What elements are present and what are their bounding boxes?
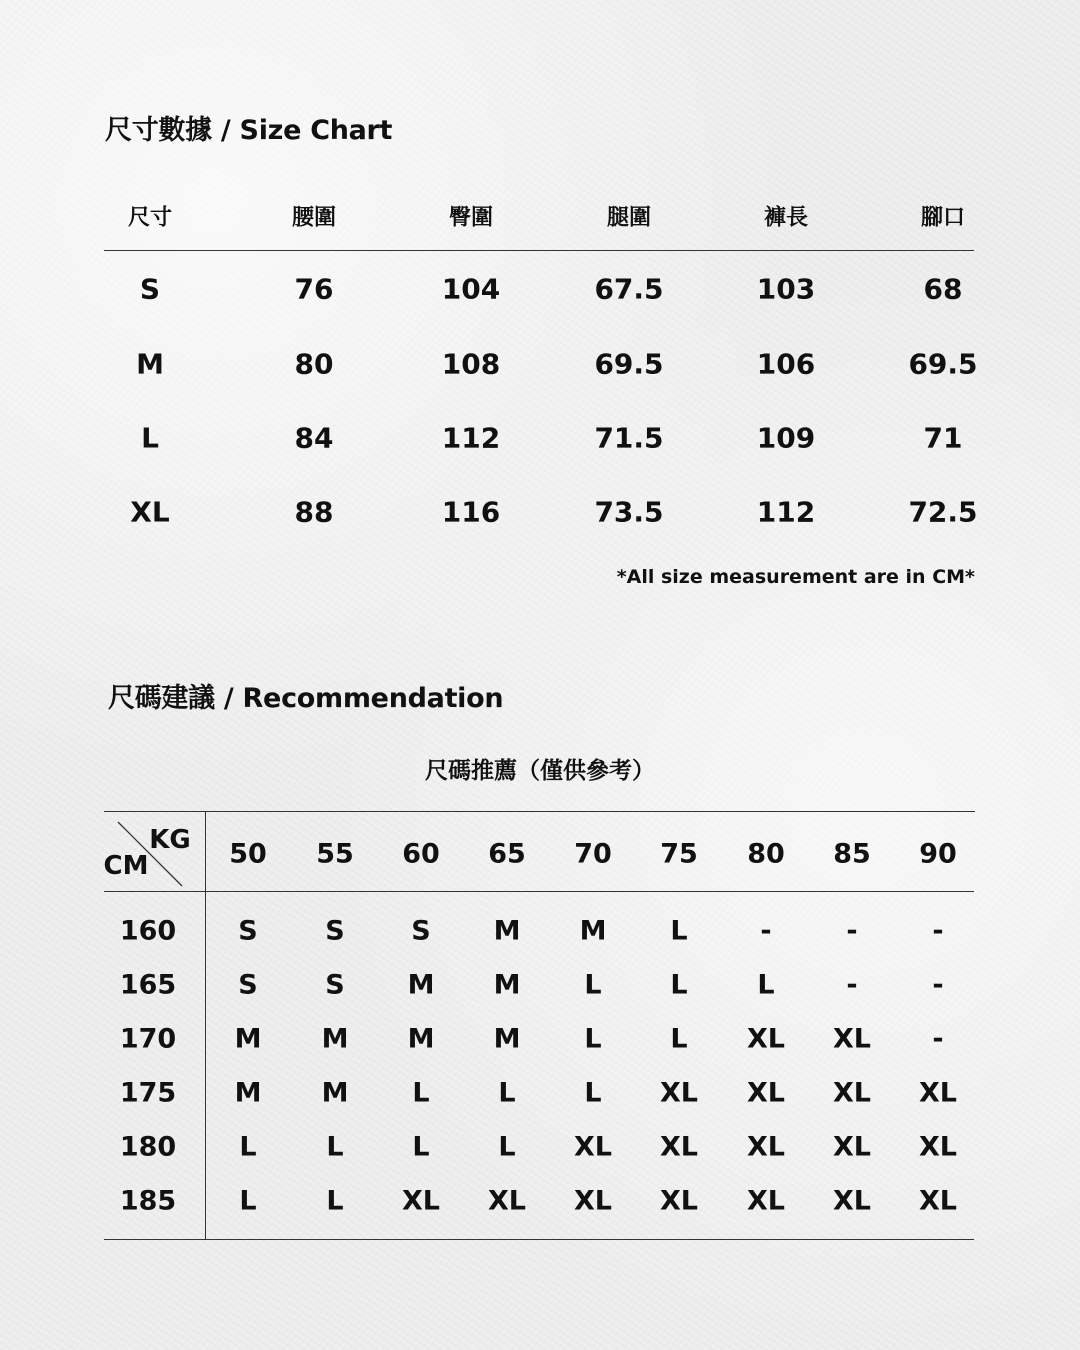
recommended-size-cell: L xyxy=(326,1185,344,1217)
recommended-size-cell: L xyxy=(757,969,775,1001)
recommended-size-cell: L xyxy=(239,1185,257,1217)
recommendation-subtitle: 尺碼推薦（僅供參考） xyxy=(425,758,655,784)
weight-header-cell: 70 xyxy=(574,838,612,870)
size-chart-cell: 80 xyxy=(294,347,334,381)
size-chart-cell: 109 xyxy=(756,421,816,455)
size-chart-cell: M xyxy=(136,347,164,381)
recommended-size-cell: S xyxy=(238,969,258,1001)
recommended-size-cell: L xyxy=(670,1023,688,1055)
size-chart-cell: 69.5 xyxy=(594,347,664,381)
recommended-size-cell: XL xyxy=(832,1131,872,1163)
recommended-size-cell: XL xyxy=(832,1023,872,1055)
recommended-size-cell: M xyxy=(321,1077,349,1109)
size-chart-cell: 71.5 xyxy=(594,421,664,455)
size-chart-header-cell: 腰圍 xyxy=(291,205,337,231)
recommended-size-cell: L xyxy=(584,969,602,1001)
recommended-size-cell: L xyxy=(584,1077,602,1109)
recommended-size-cell: - xyxy=(760,915,772,947)
size-chart-cell: 116 xyxy=(441,495,501,529)
height-row-label: 185 xyxy=(119,1185,177,1217)
recommended-size-cell: XL xyxy=(832,1185,872,1217)
size-chart-cell: 69.5 xyxy=(908,347,978,381)
size-chart-cell: 104 xyxy=(441,272,501,306)
corner-label-cm: CM xyxy=(103,851,149,881)
size-chart-header-cell: 尺寸 xyxy=(127,205,173,231)
recommended-size-cell: XL xyxy=(746,1131,786,1163)
size-chart-cell: 108 xyxy=(441,347,501,381)
recommended-size-cell: XL xyxy=(918,1185,958,1217)
recommended-size-cell: XL xyxy=(659,1185,699,1217)
recommended-size-cell: - xyxy=(932,915,944,947)
recommended-size-cell: M xyxy=(493,1023,521,1055)
height-row-label: 170 xyxy=(119,1023,177,1055)
recommended-size-cell: M xyxy=(407,1023,435,1055)
size-chart-title: 尺寸數據 / Size Chart xyxy=(105,115,393,146)
size-chart-header-divider xyxy=(104,250,974,251)
recommended-size-cell: L xyxy=(412,1077,430,1109)
weight-header-cell: 80 xyxy=(747,838,785,870)
recommended-size-cell: L xyxy=(412,1131,430,1163)
weight-header-cell: 85 xyxy=(833,838,871,870)
recommended-size-cell: XL xyxy=(918,1131,958,1163)
recommended-size-cell: L xyxy=(326,1131,344,1163)
recommended-size-cell: XL xyxy=(746,1023,786,1055)
recommended-size-cell: - xyxy=(846,969,858,1001)
recommended-size-cell: M xyxy=(407,969,435,1001)
weight-header-cell: 65 xyxy=(488,838,526,870)
height-row-label: 175 xyxy=(119,1077,177,1109)
recommended-size-cell: - xyxy=(932,1023,944,1055)
recommended-size-cell: M xyxy=(234,1023,262,1055)
recommended-size-cell: S xyxy=(411,915,431,947)
recommended-size-cell: XL xyxy=(832,1077,872,1109)
corner-label-kg: KG xyxy=(149,825,191,855)
recommended-size-cell: L xyxy=(498,1077,516,1109)
size-chart-cell: 84 xyxy=(294,421,334,455)
recommendation-top-border xyxy=(104,811,975,812)
recommended-size-cell: L xyxy=(670,915,688,947)
height-row-label: 160 xyxy=(119,915,177,947)
recommendation-header-divider xyxy=(104,891,974,892)
size-chart-cell: 68 xyxy=(923,272,963,306)
weight-header-cell: 60 xyxy=(402,838,440,870)
recommended-size-cell: S xyxy=(325,915,345,947)
size-chart-cell: 88 xyxy=(294,495,334,529)
size-chart-cell: S xyxy=(139,272,161,306)
recommended-size-cell: M xyxy=(234,1077,262,1109)
recommended-size-cell: XL xyxy=(401,1185,441,1217)
weight-header-cell: 90 xyxy=(919,838,957,870)
recommended-size-cell: L xyxy=(498,1131,516,1163)
size-chart-cell: 67.5 xyxy=(594,272,664,306)
recommended-size-cell: - xyxy=(932,969,944,1001)
recommended-size-cell: M xyxy=(579,915,607,947)
recommended-size-cell: XL xyxy=(487,1185,527,1217)
height-row-label: 180 xyxy=(119,1131,177,1163)
size-chart-note: *All size measurement are in CM* xyxy=(616,566,975,588)
weight-header-cell: 55 xyxy=(316,838,354,870)
recommended-size-cell: S xyxy=(238,915,258,947)
size-chart-cell: 73.5 xyxy=(594,495,664,529)
size-chart-cell: 112 xyxy=(756,495,816,529)
size-chart-header-cell: 腳口 xyxy=(920,205,966,231)
recommended-size-cell: XL xyxy=(746,1185,786,1217)
size-chart-cell: 106 xyxy=(756,347,816,381)
recommended-size-cell: XL xyxy=(573,1131,613,1163)
size-chart-cell: L xyxy=(141,421,159,455)
size-chart-cell: XL xyxy=(130,495,170,529)
size-chart-header-cell: 褲長 xyxy=(763,205,809,231)
recommended-size-cell: XL xyxy=(918,1077,958,1109)
recommendation-title: 尺碼建議 / Recommendation xyxy=(108,683,504,714)
size-chart-header-cell: 腿圍 xyxy=(606,205,652,231)
weight-header-cell: 50 xyxy=(229,838,267,870)
recommended-size-cell: XL xyxy=(746,1077,786,1109)
size-chart-cell: 76 xyxy=(294,272,334,306)
recommended-size-cell: L xyxy=(670,969,688,1001)
size-chart-header-cell: 臀圍 xyxy=(448,205,494,231)
recommended-size-cell: M xyxy=(493,969,521,1001)
recommended-size-cell: M xyxy=(321,1023,349,1055)
recommended-size-cell: XL xyxy=(659,1131,699,1163)
recommendation-bottom-border xyxy=(104,1239,974,1240)
size-chart-cell: 103 xyxy=(756,272,816,306)
recommended-size-cell: XL xyxy=(573,1185,613,1217)
recommended-size-cell: S xyxy=(325,969,345,1001)
recommended-size-cell: L xyxy=(239,1131,257,1163)
size-chart-cell: 71 xyxy=(923,421,963,455)
weight-header-cell: 75 xyxy=(660,838,698,870)
recommended-size-cell: L xyxy=(584,1023,602,1055)
size-chart-cell: 112 xyxy=(441,421,501,455)
recommended-size-cell: M xyxy=(493,915,521,947)
height-row-label: 165 xyxy=(119,969,177,1001)
recommended-size-cell: - xyxy=(846,915,858,947)
size-chart-cell: 72.5 xyxy=(908,495,978,529)
recommended-size-cell: XL xyxy=(659,1077,699,1109)
